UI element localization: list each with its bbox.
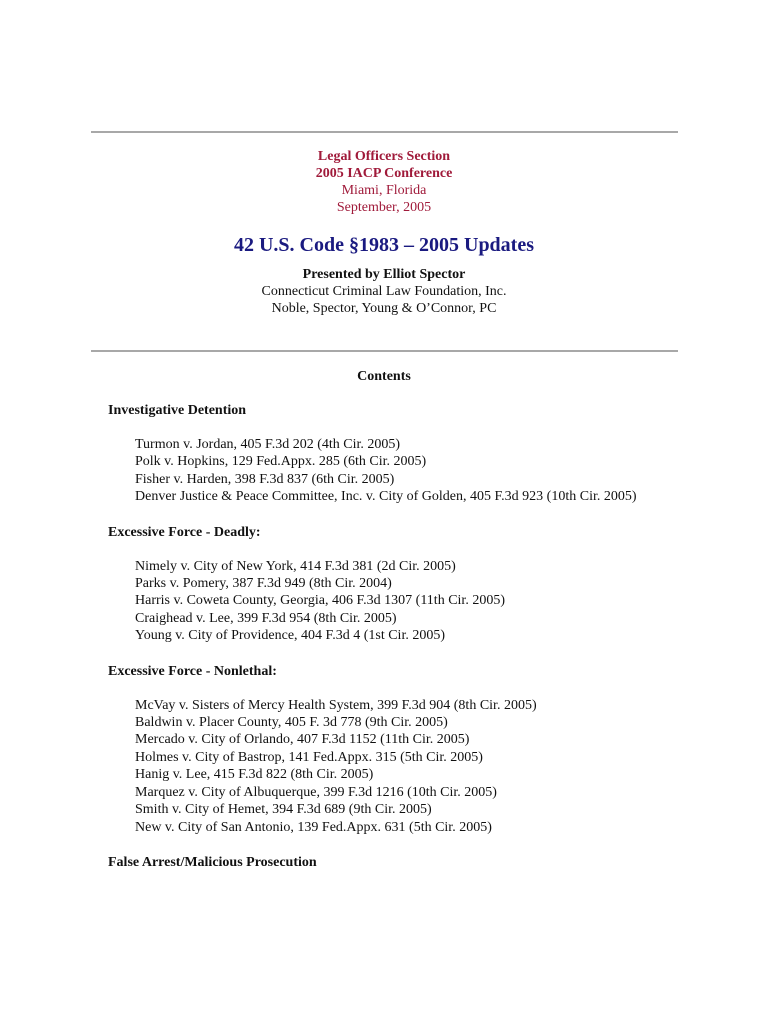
case-item: Harris v. Coweta County, Georgia, 406 F.3d 1307 (11th Cir. 2005) [135,593,505,609]
top-divider [91,131,678,133]
toc-section [108,402,668,506]
section-title: Investigative Detention [108,403,247,418]
case-item: Nimely v. City of New York, 414 F.3d 381 (2d Cir. 2005) [135,558,456,574]
case-item: Holmes v. City of Bastrop, 141 Fed.Appx. 315 (5th Cir. 2005) [135,749,483,765]
case-item: Baldwin v. Placer County, 405 F. 3d 778 (9th Cir. 2005) [135,715,448,731]
case-item: Smith v. City of Hemet, 394 F.3d 689 (9th Cir. 2005) [135,802,432,818]
case-item: New v. City of San Antonio, 139 Fed.Appx. 631 (5th Cir. 2005) [135,819,492,835]
case-item: Turmon v. Jordan, 405 F.3d 202 (4th Cir. 2005) [135,437,401,452]
organization-2: Noble, Spector, Young & O’Connor, PC [271,301,497,316]
document-title: 42 U.S. Code §1983 – 2005 Updates [233,234,535,256]
contents-heading: Contents [357,369,411,384]
case-item: Young v. City of Providence, 404 F.3d 4 (1st Cir. 2005) [135,628,446,644]
case-list [108,436,668,506]
section-name: Legal Officers Section [317,149,451,164]
case-list [108,558,668,645]
case-item: McVay v. Sisters of Mercy Health System, 399 F.3d 904 (8th Cir. 2005) [135,697,537,713]
toc-section [108,663,668,836]
case-list [108,697,668,836]
case-item: Fisher v. Harden, 398 F.3d 837 (6th Cir. 2005) [135,471,395,487]
case-item: Hanig v. Lee, 415 F.3d 822 (8th Cir. 2005) [135,767,374,783]
section-title: Excessive Force - Deadly: [108,524,261,540]
case-item: Mercado v. City of Orlando, 407 F.3d 1152 (11th Cir. 2005) [135,732,470,748]
toc-section [108,854,668,871]
conference-name: 2005 IACP Conference [315,166,453,181]
presenter: Presented by Elliot Spector [302,267,466,282]
toc-section [108,524,668,645]
conference-location: Miami, Florida [341,183,427,198]
section-title: False Arrest/Malicious Prosecution [108,854,317,870]
middle-divider [91,350,678,352]
section-title: Excessive Force - Nonlethal: [108,663,277,679]
conference-date: September, 2005 [336,200,432,215]
organization-1: Connecticut Criminal Law Foundation, Inc. [261,284,507,299]
table-of-contents [108,402,668,889]
case-item: Craighead v. Lee, 399 F.3d 954 (8th Cir. 2005) [135,610,397,626]
document-header [0,148,768,317]
case-item: Parks v. Pomery, 387 F.3d 949 (8th Cir. 2004) [135,576,392,592]
case-item: Marquez v. City of Albuquerque, 399 F.3d 1216 (10th Cir. 2005) [135,784,497,800]
case-item: Polk v. Hopkins, 129 Fed.Appx. 285 (6th Cir. 2005) [135,454,427,470]
case-item: Denver Justice & Peace Committee, Inc. v. City of Golden, 405 F.3d 923 (10th Cir. 2005) [135,489,637,505]
